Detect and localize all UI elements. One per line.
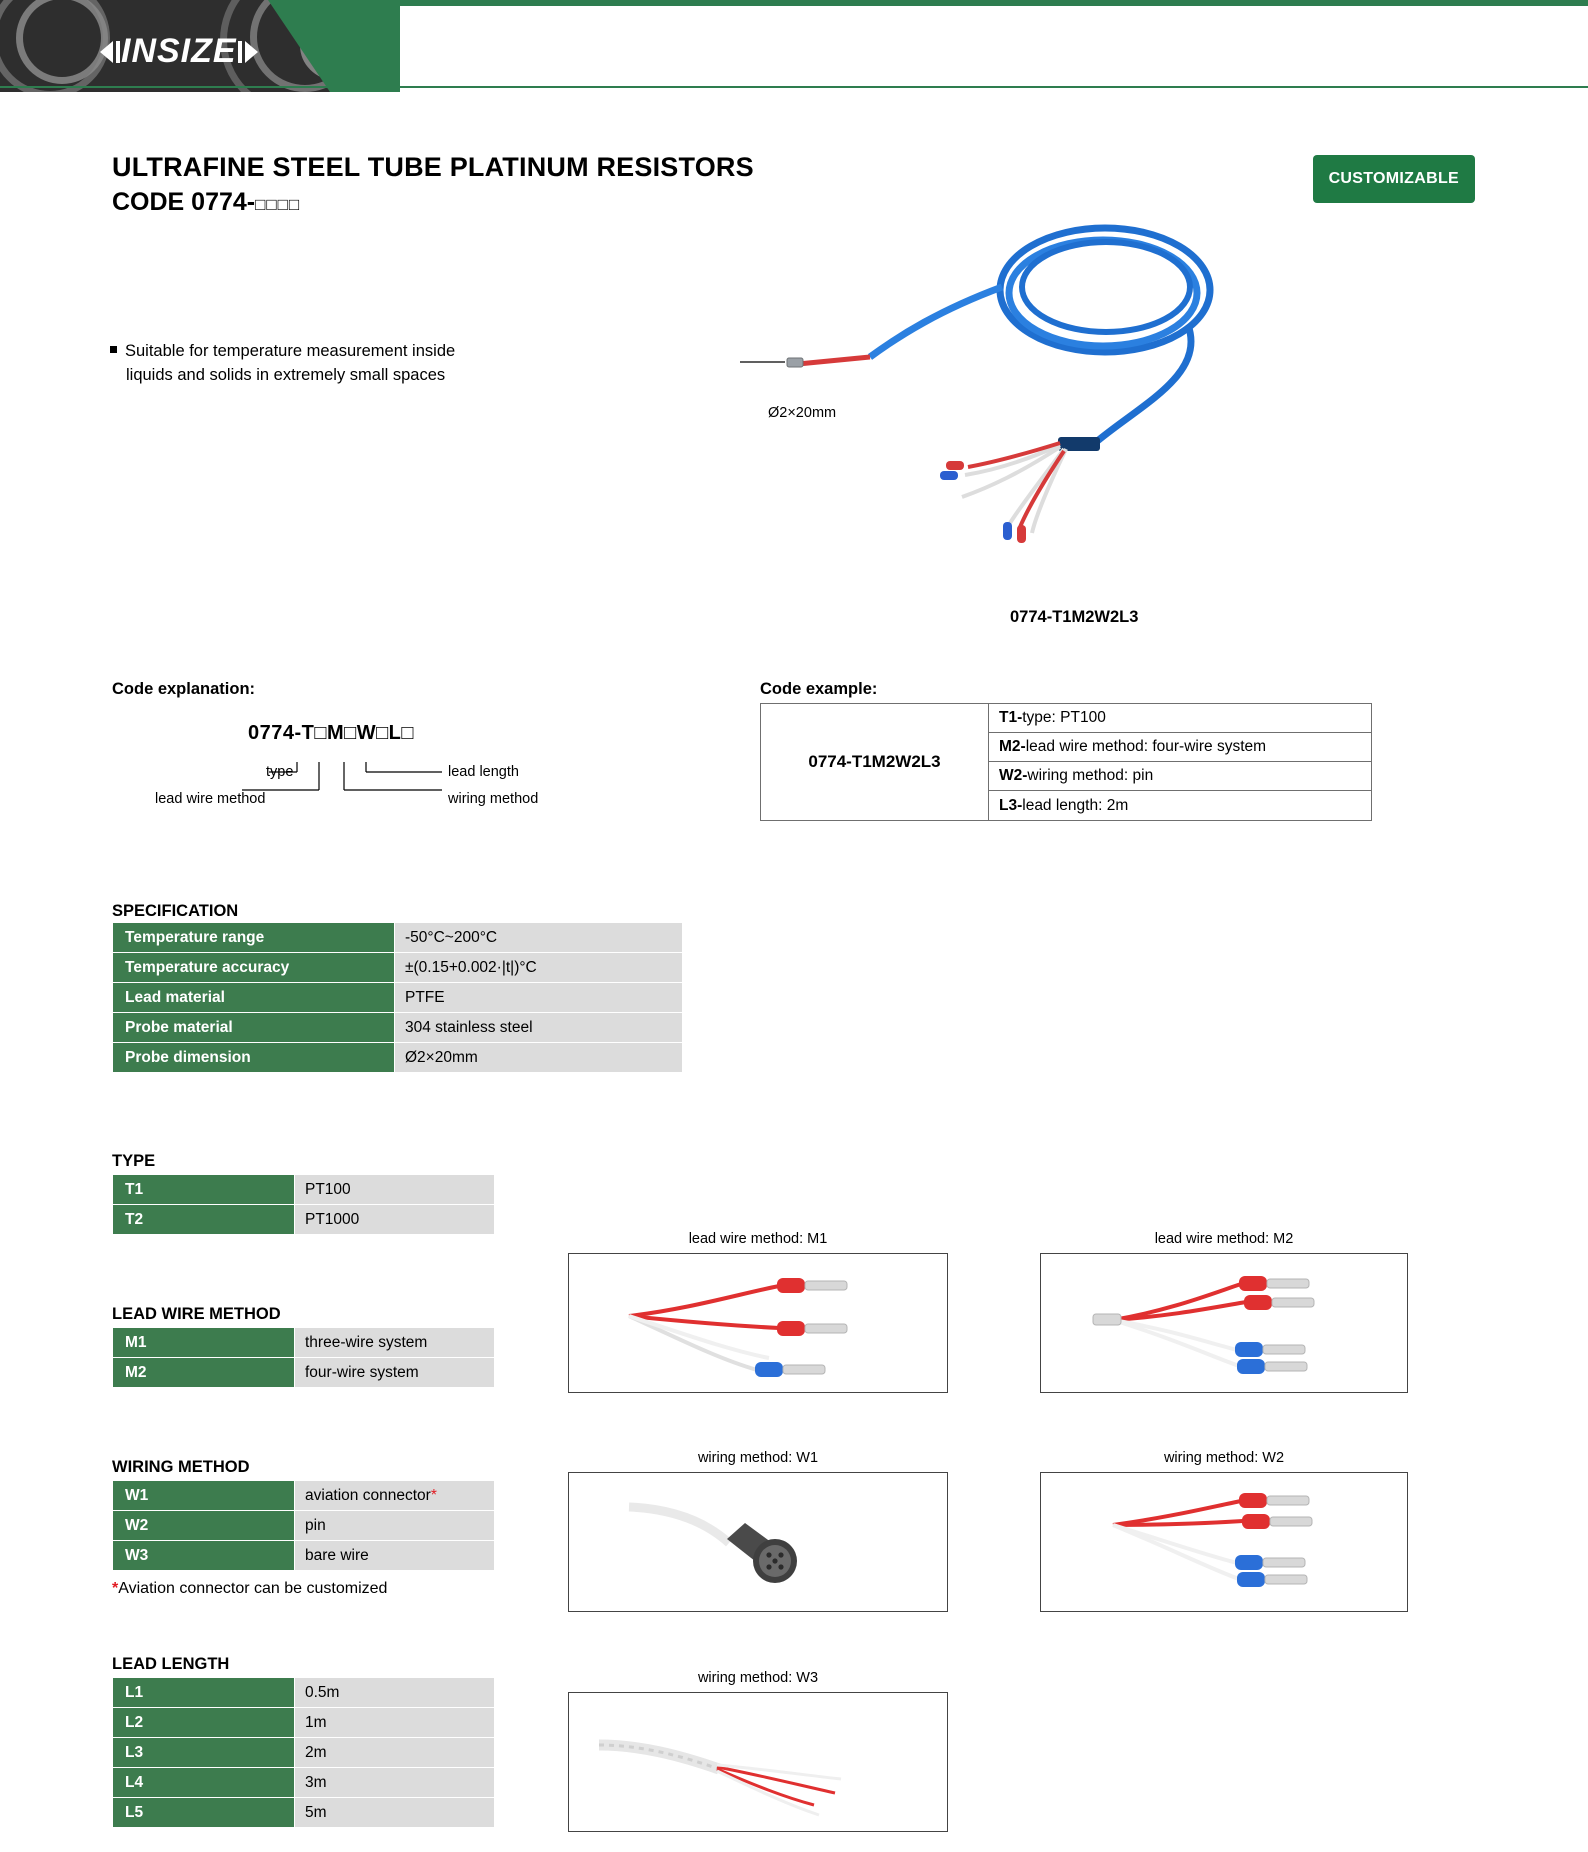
code-example-row [989,733,1371,762]
figure-caption-m1: lead wire method: M1 [688,1231,828,1247]
feature-line-2: liquids and solids in extremely small spaces [126,365,446,384]
note-text: Aviation connector can be customized [118,1580,388,1597]
table-row [113,953,683,983]
figure-caption-w2: wiring method: W2 [1163,1450,1285,1466]
wm-key: W1 [113,1481,295,1511]
code-example-row [989,762,1371,791]
type-value: PT100 [295,1175,495,1205]
code-example-text: lead wire method: four-wire system [1025,738,1267,755]
ll-key: L5 [113,1798,295,1828]
wm-key: W2 [113,1511,295,1541]
wm-key: W3 [113,1541,295,1571]
code-example-row [989,704,1371,733]
code-pattern: 0774-T□M□W□L□ [248,722,414,744]
code-example-code: 0774-T1M2W2L3 [761,704,989,820]
spec-value: Ø2×20mm [395,1043,683,1073]
code-example-title: Code example: [760,680,878,698]
spec-value: -50°C~200°C [395,923,683,953]
table-row [113,1768,495,1798]
table-row [113,1708,495,1738]
wiring-method-note [112,1580,387,1598]
lwm-value: three-wire system [295,1328,495,1358]
spec-key: Probe material [113,1013,395,1043]
figure-caption-w3: wiring method: W3 [697,1670,819,1686]
code-example-text: wiring method: pin [1027,767,1154,784]
header-green-bar [393,0,1588,6]
ll-value: 3m [295,1768,495,1798]
type-title: TYPE [112,1152,156,1170]
note-star-icon: * [112,1580,119,1597]
code-example-text: lead length: 2m [1022,796,1129,814]
title-code-prefix: CODE 0774- [112,188,256,216]
probe-dimension-label: Ø2×20mm [768,405,837,421]
specification-title: SPECIFICATION [112,902,239,920]
page-header [0,0,1588,92]
wm-value-text: aviation connector [305,1486,431,1504]
lead-length-title: LEAD LENGTH [112,1655,230,1673]
ll-value: 5m [295,1798,495,1828]
figure-m2 [1040,1253,1408,1393]
product-photo [740,215,1310,555]
title-code [112,188,754,217]
lwm-key: M2 [113,1358,295,1388]
table-row [113,1205,495,1235]
ll-key: L2 [113,1708,295,1738]
code-example-table [760,703,1372,821]
table-row [113,1511,495,1541]
type-value: PT1000 [295,1205,495,1235]
lead-length-table [112,1677,495,1828]
spec-key: Lead material [113,983,395,1013]
table-row [113,1328,495,1358]
code-label-lead-wire-method: lead wire method [155,791,266,807]
spec-value: PTFE [395,983,683,1013]
code-explanation-leaders [112,700,592,835]
product-photo-caption: 0774-T1M2W2L3 [1010,608,1139,626]
figure-m1 [568,1253,948,1393]
lwm-key: M1 [113,1328,295,1358]
insize-logo [100,32,258,71]
code-example-key: L3- [999,796,1023,814]
code-label-lead-length: lead length [448,764,519,780]
type-table [112,1174,495,1235]
table-row [113,1013,683,1043]
ll-key: L3 [113,1738,295,1768]
code-example-key: T1- [999,709,1023,726]
ll-value: 1m [295,1708,495,1738]
code-example-text: type: PT100 [1022,709,1106,726]
ll-key: L1 [113,1678,295,1708]
figure-caption-m2: lead wire method: M2 [1154,1231,1294,1247]
table-row [113,1481,495,1511]
type-key: T2 [113,1205,295,1235]
spec-key: Temperature accuracy [113,953,395,983]
title-primary: ULTRAFINE STEEL TUBE PLATINUM RESISTORS [112,152,754,182]
code-example-key: M2- [999,738,1026,755]
code-explanation-title: Code explanation: [112,680,256,698]
table-row [113,1175,495,1205]
title-code-squares: □□□□ [255,195,301,214]
wm-value: bare wire [295,1541,495,1571]
table-row [113,1738,495,1768]
spec-key: Probe dimension [113,1043,395,1073]
ll-key: L4 [113,1768,295,1798]
code-example-key: W2- [999,767,1028,784]
feature-line-1: Suitable for temperature measurement inside [125,342,456,360]
logo-text: INSIZE [121,32,237,70]
table-row [113,1798,495,1828]
table-row [113,1678,495,1708]
wiring-method-table [112,1480,495,1571]
table-row [113,983,683,1013]
code-label-type: type [266,764,294,780]
figure-caption-w1: wiring method: W1 [697,1450,819,1466]
lead-wire-method-table [112,1327,495,1388]
type-key: T1 [113,1175,295,1205]
wm-value [295,1481,495,1511]
table-row [113,1358,495,1388]
spec-key: Temperature range [113,923,395,953]
figure-w1 [568,1472,948,1612]
code-label-wiring-method: wiring method [448,791,539,807]
ll-value: 0.5m [295,1678,495,1708]
wm-value-star: * [430,1486,437,1504]
spec-value: 304 stainless steel [395,1013,683,1043]
lwm-value: four-wire system [295,1358,495,1388]
customizable-badge: CUSTOMIZABLE [1313,155,1475,203]
feature-bullet [110,340,550,388]
table-row [113,1541,495,1571]
wm-value: pin [295,1511,495,1541]
bullet-square-icon [110,346,117,353]
spec-value: ±(0.15+0.002·|t|)°C [395,953,683,983]
code-example-row [989,791,1371,820]
wiring-method-title: WIRING METHOD [112,1458,250,1476]
lead-wire-method-title: LEAD WIRE METHOD [112,1305,281,1323]
page-title [112,152,754,217]
ll-value: 2m [295,1738,495,1768]
table-row [113,1043,683,1073]
specification-table [112,922,683,1073]
figure-w2 [1040,1472,1408,1612]
figure-w3 [568,1692,948,1832]
header-rule [0,86,1588,88]
table-row [113,923,683,953]
